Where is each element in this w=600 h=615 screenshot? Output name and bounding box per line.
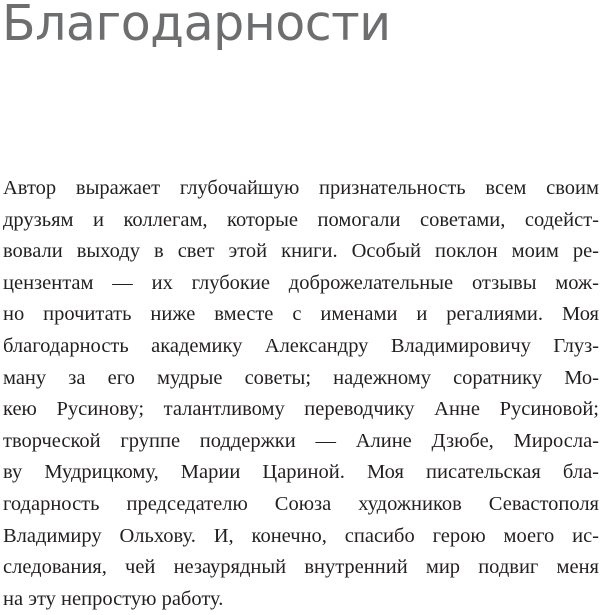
paragraph-line: годарность председателю Союза художников Севастополя <box>3 492 599 515</box>
paragraph-line: творческой группе поддержки — Алине Дзюбе, Миросла- <box>3 429 599 452</box>
paragraph-line: ву Мудрицкому, Марии Цариной. Моя писательская бла- <box>3 461 599 484</box>
paragraph-line: цензентам — их глубокие доброжелательные отзывы мож- <box>3 271 599 294</box>
paragraph-line: на эту непростую работу. <box>3 587 224 610</box>
page-title: Благодарности <box>2 0 391 52</box>
paragraph-line: но прочитать ниже вместе с именами и регалиями. Моя <box>3 303 599 326</box>
paragraph-line: вовали выходу в свет этой книги. Особый поклон моим ре- <box>3 240 599 263</box>
paragraph-line: Владимиру Ольхову. И, конечно, спасибо герою моего ис- <box>3 524 599 547</box>
acknowledgments-paragraph <box>3 173 599 615</box>
paragraph-line: ману за его мудрые советы; надежному соратнику Мо- <box>3 366 599 389</box>
paragraph-line: Автор выражает глубочайшую признательность всем своим <box>3 177 599 199</box>
paragraph-line: благодарность академику Александру Владимировичу Глуз- <box>3 334 599 357</box>
paragraph-line: друзьям и коллегам, которые помогали советами, содейст- <box>3 208 599 231</box>
paragraph-line: следования, чей незаурядный внутренний мир подвиг меня <box>3 556 599 579</box>
paragraph-line: кею Русинову; талантливому переводчику Анне Русиновой; <box>3 398 599 421</box>
